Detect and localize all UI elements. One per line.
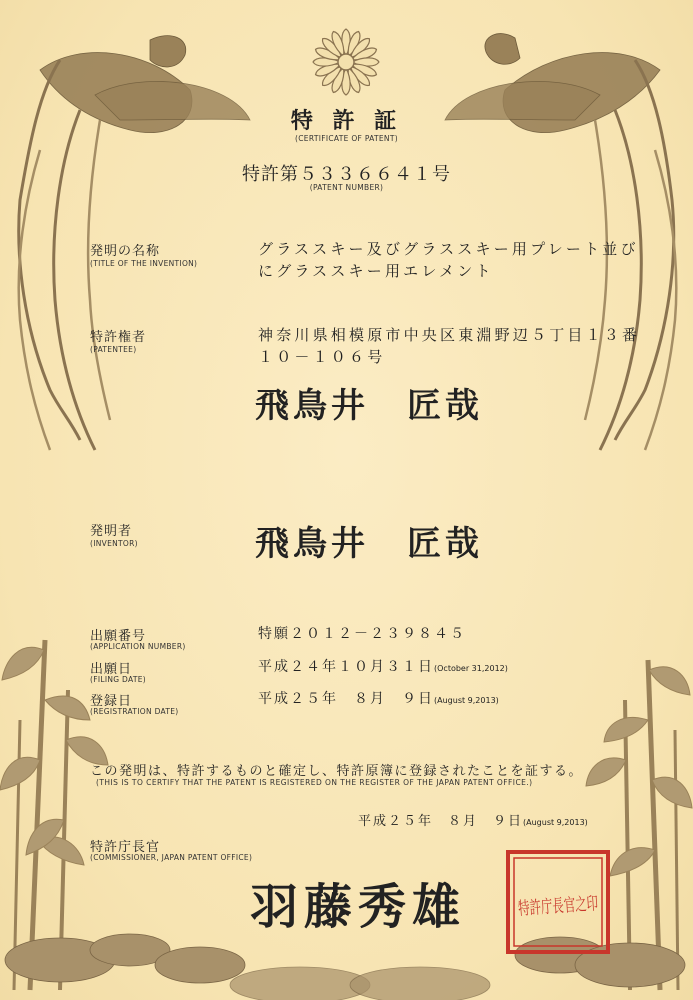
seal-text: 特許庁長官之印 [517, 890, 645, 920]
commissioner-label-en: (COMMISSIONER, JAPAN PATENT OFFICE) [90, 853, 253, 862]
inventor-label-en: (INVENTOR) [90, 539, 138, 548]
application-number: 特願２０１２－２３９８４５ [258, 626, 466, 642]
filing-date-en: (October 31,2012) [434, 664, 508, 673]
patentee-label-en: (PATENTEE) [90, 345, 137, 354]
certification-text-en: (THIS IS TO CERTIFY THAT THE PATENT IS REGISTERED ON THE REGISTER OF THE JAPAN PATENT OFFICE.) [96, 778, 533, 787]
commissioner-signature: 羽藤秀雄 [250, 879, 467, 935]
certificate-title-en: (CERTIFICATE OF PATENT) [295, 134, 398, 143]
certification-date [358, 810, 588, 829]
invention-label: 発明の名称 [90, 244, 161, 259]
invention-title-line2: にグラススキー用エレメント [258, 262, 494, 280]
patentee-address-line1: 神奈川県相模原市中央区東淵野辺５丁目１３番 [258, 326, 641, 344]
patent-number-en: (PATENT NUMBER) [309, 183, 384, 192]
registration-label: 登録日 [90, 694, 133, 709]
certificate-title: 特 許 証 [290, 108, 403, 134]
certification-date-jp: 平成２５年 ８月 ９日 [358, 814, 524, 829]
chrysanthemum-crest-icon [313, 29, 379, 95]
registration-date-jp: 平成２５年 ８月 ９日 [258, 691, 434, 707]
certification-text: この発明は、特許するものと確定し、特許原簿に登録されたことを証する。 [90, 764, 584, 779]
filing-label: 出願日 [90, 662, 133, 677]
filing-date [258, 656, 508, 676]
filing-date-jp: 平成２４年１０月３１日 [258, 659, 434, 675]
invention-label-en: (TITLE OF THE INVENTION) [90, 259, 198, 268]
registration-date [258, 688, 499, 708]
application-label-en: (APPLICATION NUMBER) [90, 642, 186, 651]
patent-number: 特許第５３３６６４１号 [242, 164, 451, 185]
commissioner-label: 特許庁長官 [90, 840, 161, 855]
application-label: 出願番号 [90, 629, 147, 644]
inventor-label: 発明者 [90, 524, 133, 539]
invention-title-line1: グラススキー及びグラススキー用プレート並び [258, 240, 639, 258]
patentee-address-line2: １０－１０６号 [258, 348, 386, 366]
paulownia-icon [5, 934, 685, 1000]
patentee-label: 特許権者 [90, 330, 147, 345]
filing-label-en: (FILING DATE) [90, 675, 146, 684]
inventor-name: 飛鳥井 匠哉 [255, 524, 483, 564]
registration-date-en: (August 9,2013) [434, 696, 499, 705]
registration-label-en: (REGISTRATION DATE) [90, 707, 179, 716]
patentee-name: 飛鳥井 匠哉 [255, 386, 483, 426]
certification-date-en: (August 9,2013) [523, 818, 588, 827]
